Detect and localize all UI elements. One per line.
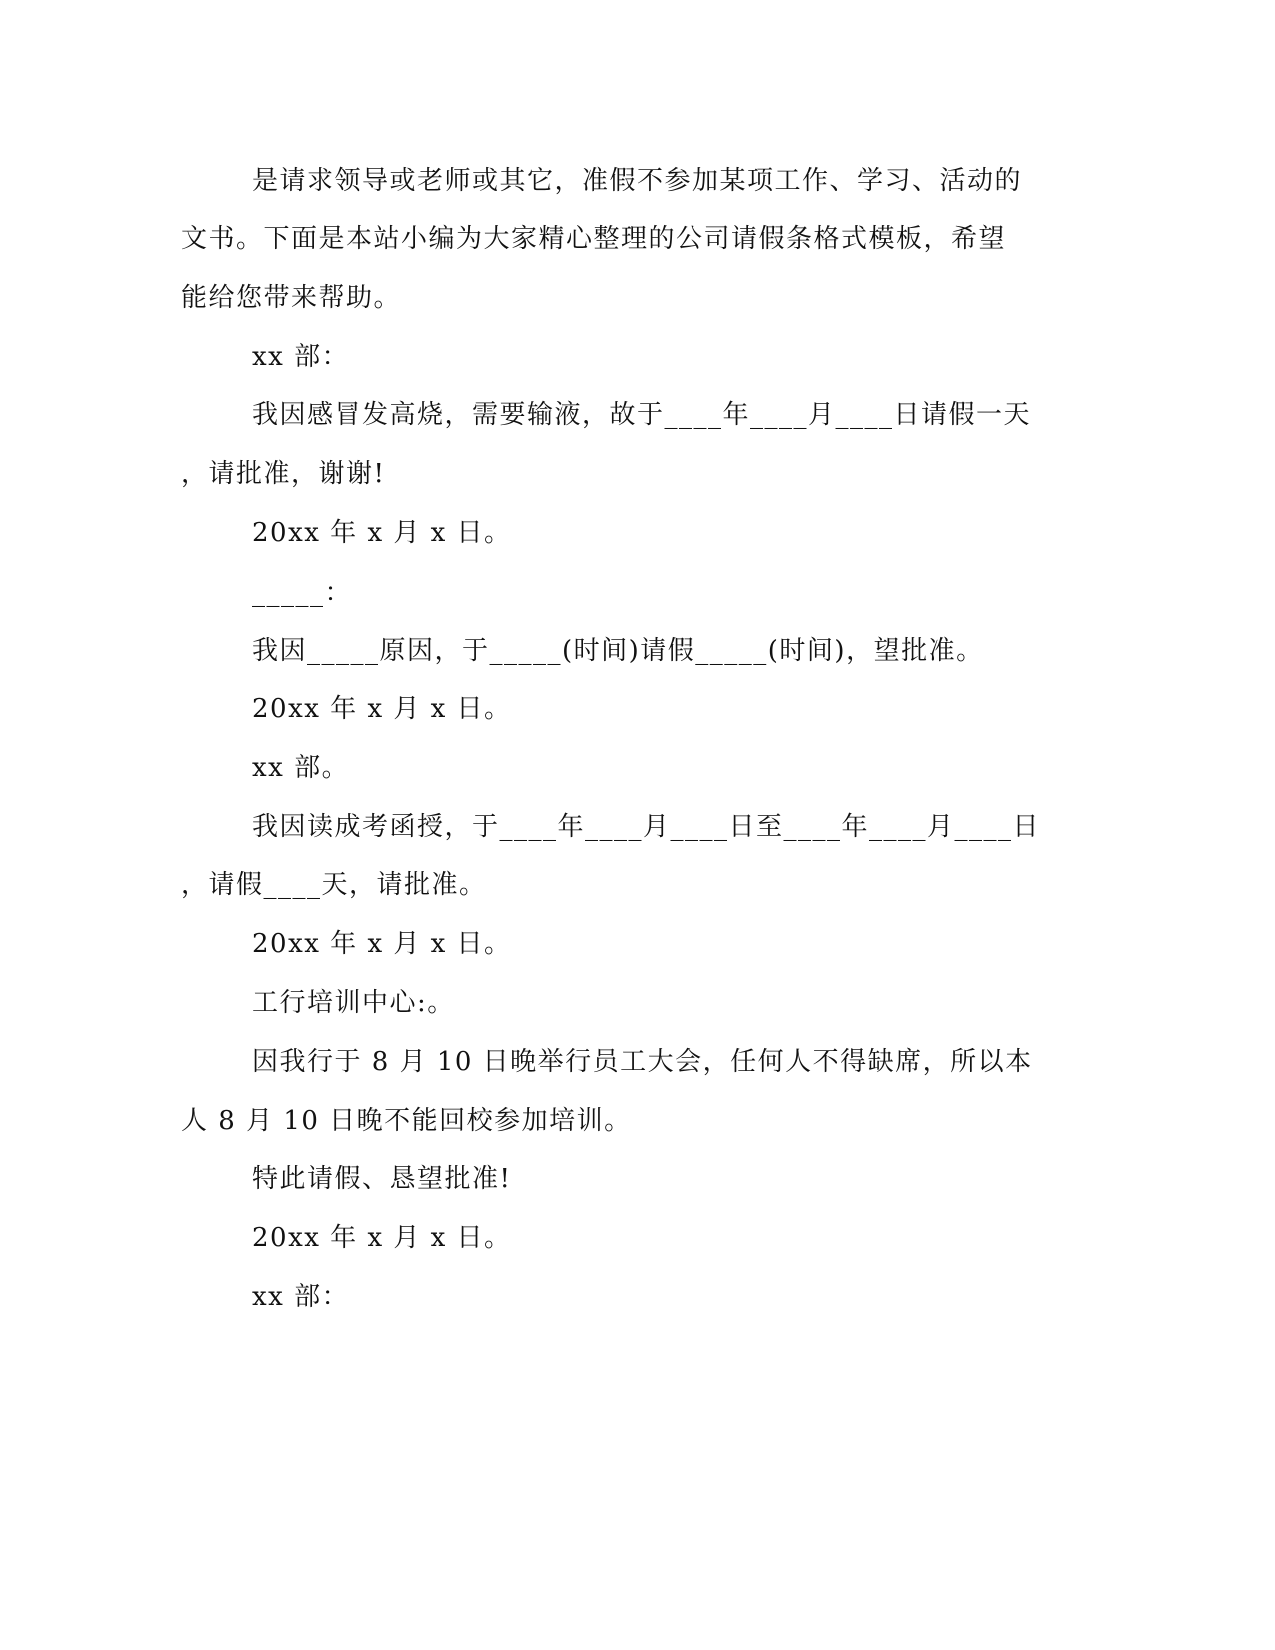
date-2: 20xx 年 x 月 x 日。 [252,694,512,724]
intro-line-3: 能给您带来帮助。 [181,283,402,313]
salutation-2: _____： [252,578,353,608]
date-1: 20xx 年 x 月 x 日。 [252,518,512,548]
body-3-line-1: 我因读成考函授，于____年____月____日至____年____月____日 [252,812,1041,842]
body-4-line-2: 人 8 月 10 日晚不能回校参加培训。 [181,1106,632,1136]
salutation-3: xx 部。 [252,753,350,783]
body-1-line-1: 我因感冒发高烧，需要输液，故于____年____月____日请假一天 [252,400,1032,430]
date-4: 20xx 年 x 月 x 日。 [252,1223,512,1253]
body-1-line-2: ，请批准，谢谢! [181,459,386,489]
date-3: 20xx 年 x 月 x 日。 [252,929,512,959]
salutation-4: 工行培训中心:。 [252,988,455,1018]
intro-line-2: 文书。下面是本站小编为大家精心整理的公司请假条格式模板，希望 [181,224,1007,254]
intro-line-1: 是请求领导或老师或其它，准假不参加某项工作、学习、活动的 [252,166,1023,196]
body-4-line-1: 因我行于 8 月 10 日晚举行员工大会，任何人不得缺席，所以本 [252,1047,1033,1077]
body-3-line-2: ，请假____天，请批准。 [181,870,487,900]
salutation-1: xx 部： [252,342,350,372]
salutation-5: xx 部： [252,1282,350,1312]
body-2-line-1: 我因_____原因，于_____(时间)请假_____(时间)，望批准。 [252,636,984,666]
body-4-line-3: 特此请假、恳望批准! [252,1164,512,1194]
